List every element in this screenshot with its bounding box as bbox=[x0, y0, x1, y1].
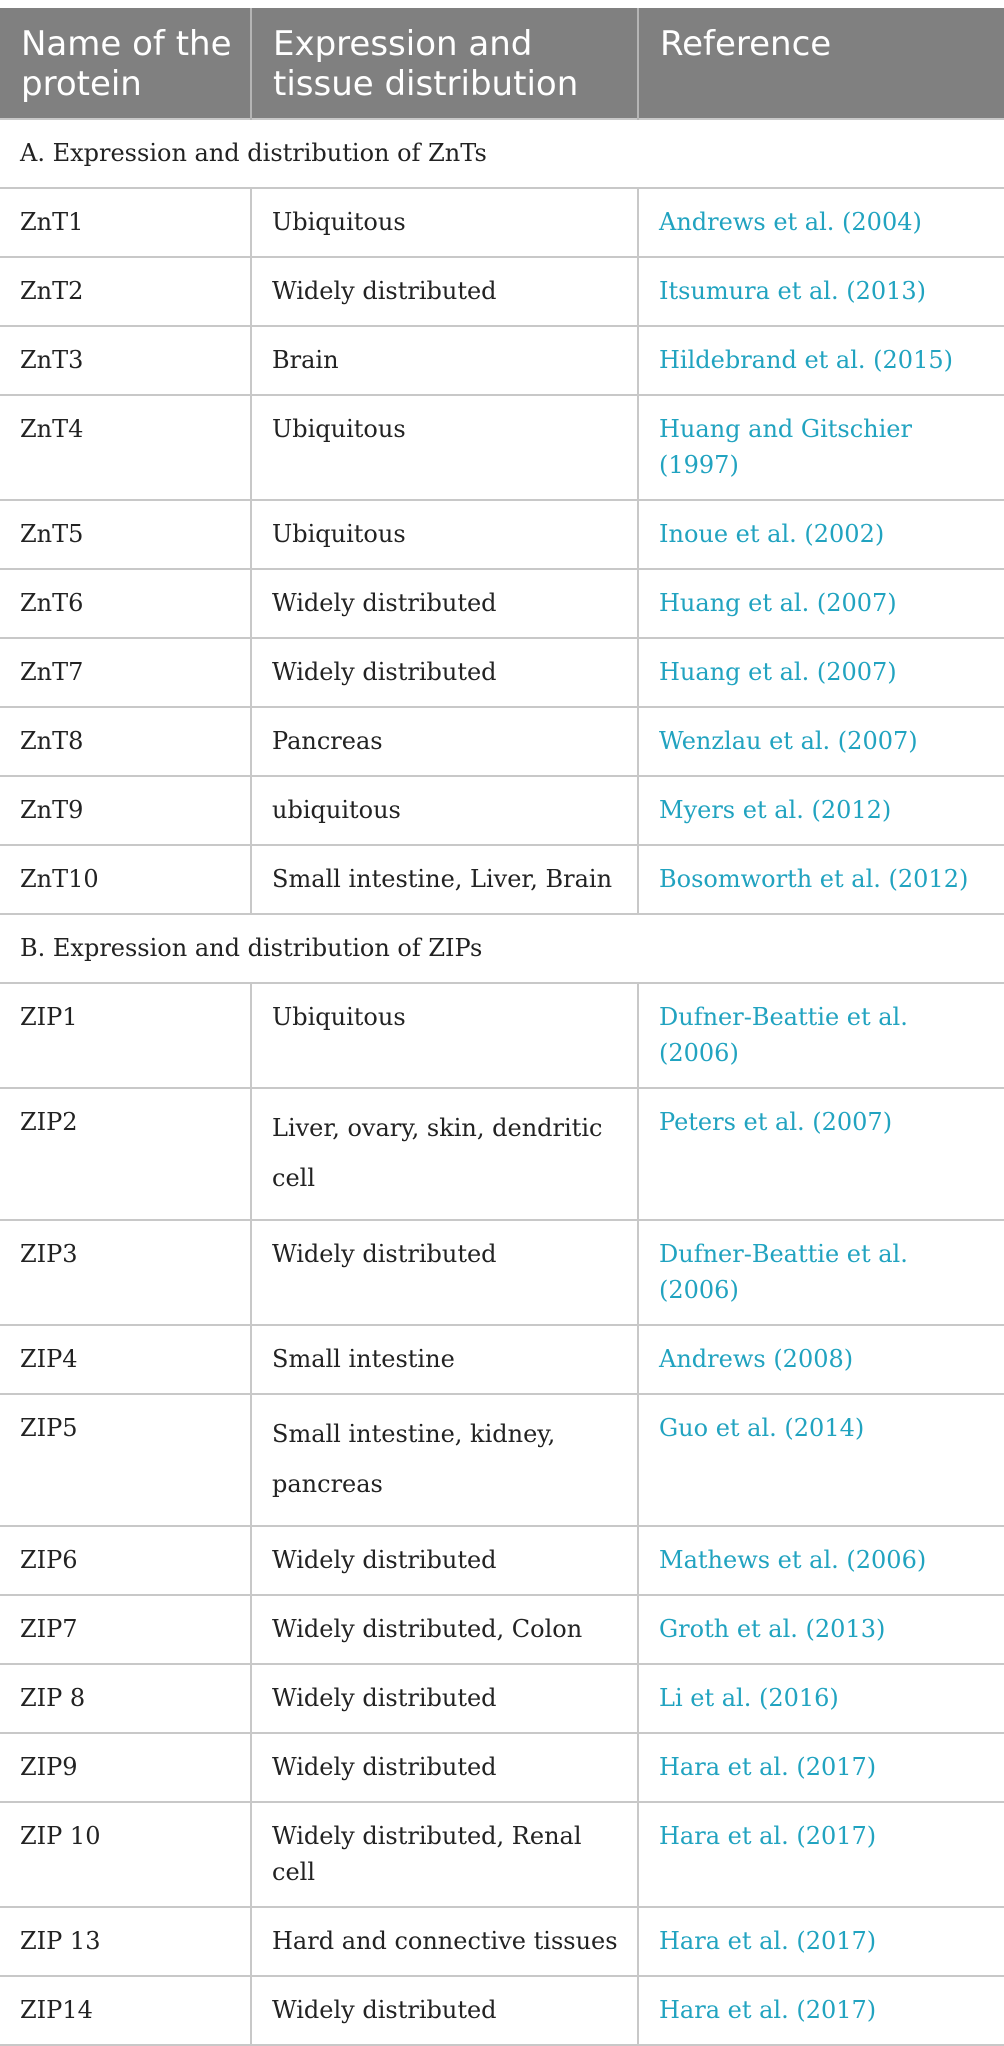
header-expression: Expression and tissue distribution bbox=[251, 8, 638, 119]
reference-link[interactable]: Huang and Gitschier (1997) bbox=[638, 395, 1004, 500]
protein-name: ZIP3 bbox=[0, 1220, 251, 1325]
table-row bbox=[0, 1394, 1004, 1526]
reference-link[interactable]: Itsumura et al. (2013) bbox=[638, 257, 1004, 326]
table-row bbox=[0, 983, 1004, 1088]
reference-link[interactable]: Bosomworth et al. (2012) bbox=[638, 845, 1004, 914]
protein-distribution-table bbox=[0, 8, 1004, 2046]
reference-link[interactable]: Guo et al. (2014) bbox=[638, 1394, 1004, 1526]
table-row bbox=[0, 257, 1004, 326]
expression-cell: Ubiquitous bbox=[251, 395, 638, 500]
protein-name: ZIP5 bbox=[0, 1394, 251, 1526]
reference-link[interactable]: Myers et al. (2012) bbox=[638, 776, 1004, 845]
protein-name: ZIP7 bbox=[0, 1595, 251, 1664]
table-row bbox=[0, 1907, 1004, 1976]
reference-link[interactable]: Hara et al. (2017) bbox=[638, 1802, 1004, 1907]
table-row bbox=[0, 326, 1004, 395]
expression-cell: Pancreas bbox=[251, 707, 638, 776]
protein-name: ZnT7 bbox=[0, 638, 251, 707]
expression-cell: Small intestine, kidney, pancreas bbox=[251, 1394, 638, 1526]
reference-link[interactable]: Hildebrand et al. (2015) bbox=[638, 326, 1004, 395]
expression-cell: Small intestine, Liver, Brain bbox=[251, 845, 638, 914]
protein-name: ZIP2 bbox=[0, 1088, 251, 1220]
expression-cell: Widely distributed bbox=[251, 1220, 638, 1325]
reference-link[interactable]: Huang et al. (2007) bbox=[638, 638, 1004, 707]
protein-name: ZIP1 bbox=[0, 983, 251, 1088]
table-row bbox=[0, 395, 1004, 500]
section-title: B. Expression and distribution of ZIPs bbox=[0, 914, 1004, 983]
expression-cell: Widely distributed, Colon bbox=[251, 1595, 638, 1664]
protein-name: ZIP4 bbox=[0, 1325, 251, 1394]
expression-cell: Widely distributed bbox=[251, 1664, 638, 1733]
expression-cell: Widely distributed bbox=[251, 257, 638, 326]
protein-name: ZnT9 bbox=[0, 776, 251, 845]
expression-cell: Widely distributed bbox=[251, 1733, 638, 1802]
reference-link[interactable]: Hara et al. (2017) bbox=[638, 1907, 1004, 1976]
table-row bbox=[0, 776, 1004, 845]
header-reference: Reference bbox=[638, 8, 1004, 119]
reference-link[interactable]: Wenzlau et al. (2007) bbox=[638, 707, 1004, 776]
expression-cell: Ubiquitous bbox=[251, 500, 638, 569]
reference-link[interactable]: Andrews et al. (2004) bbox=[638, 188, 1004, 257]
expression-cell: ubiquitous bbox=[251, 776, 638, 845]
expression-cell: Widely distributed bbox=[251, 638, 638, 707]
table-row bbox=[0, 1526, 1004, 1595]
table-row bbox=[0, 1325, 1004, 1394]
reference-link[interactable]: Dufner-Beattie et al. (2006) bbox=[638, 1220, 1004, 1325]
table-row bbox=[0, 707, 1004, 776]
table-row bbox=[0, 845, 1004, 914]
protein-name: ZIP6 bbox=[0, 1526, 251, 1595]
section-row-znts bbox=[0, 119, 1004, 188]
expression-cell: Widely distributed bbox=[251, 1526, 638, 1595]
protein-name: ZnT5 bbox=[0, 500, 251, 569]
reference-link[interactable]: Andrews (2008) bbox=[638, 1325, 1004, 1394]
protein-name: ZIP 8 bbox=[0, 1664, 251, 1733]
reference-link[interactable]: Inoue et al. (2002) bbox=[638, 500, 1004, 569]
expression-cell: Widely distributed, Renal cell bbox=[251, 1802, 638, 1907]
reference-link[interactable]: Groth et al. (2013) bbox=[638, 1595, 1004, 1664]
protein-name: ZnT6 bbox=[0, 569, 251, 638]
table-row bbox=[0, 1088, 1004, 1220]
protein-name: ZnT3 bbox=[0, 326, 251, 395]
section-title: A. Expression and distribution of ZnTs bbox=[0, 119, 1004, 188]
expression-cell: Hard and connective tissues bbox=[251, 1907, 638, 1976]
section-row-zips bbox=[0, 914, 1004, 983]
table-row bbox=[0, 1976, 1004, 2045]
reference-link[interactable]: Huang et al. (2007) bbox=[638, 569, 1004, 638]
expression-cell: Small intestine bbox=[251, 1325, 638, 1394]
table-row bbox=[0, 1733, 1004, 1802]
protein-name: ZIP 10 bbox=[0, 1802, 251, 1907]
expression-cell: Liver, ovary, skin, dendritic cell bbox=[251, 1088, 638, 1220]
protein-name: ZIP14 bbox=[0, 1976, 251, 2045]
protein-name: ZnT4 bbox=[0, 395, 251, 500]
table-row bbox=[0, 500, 1004, 569]
expression-cell: Brain bbox=[251, 326, 638, 395]
reference-link[interactable]: Mathews et al. (2006) bbox=[638, 1526, 1004, 1595]
reference-link[interactable]: Peters et al. (2007) bbox=[638, 1088, 1004, 1220]
expression-cell: Ubiquitous bbox=[251, 983, 638, 1088]
header-protein: Name of the protein bbox=[0, 8, 251, 119]
protein-name: ZIP 13 bbox=[0, 1907, 251, 1976]
table-row bbox=[0, 188, 1004, 257]
expression-cell: Widely distributed bbox=[251, 1976, 638, 2045]
table-row bbox=[0, 638, 1004, 707]
table-row bbox=[0, 1664, 1004, 1733]
table-row bbox=[0, 569, 1004, 638]
protein-name: ZnT8 bbox=[0, 707, 251, 776]
reference-link[interactable]: Li et al. (2016) bbox=[638, 1664, 1004, 1733]
protein-name: ZnT10 bbox=[0, 845, 251, 914]
protein-name: ZnT2 bbox=[0, 257, 251, 326]
reference-link[interactable]: Dufner-Beattie et al. (2006) bbox=[638, 983, 1004, 1088]
table-row bbox=[0, 1802, 1004, 1907]
reference-link[interactable]: Hara et al. (2017) bbox=[638, 1733, 1004, 1802]
reference-link[interactable]: Hara et al. (2017) bbox=[638, 1976, 1004, 2045]
table-header-row bbox=[0, 8, 1004, 119]
expression-cell: Ubiquitous bbox=[251, 188, 638, 257]
table-row bbox=[0, 1220, 1004, 1325]
expression-cell: Widely distributed bbox=[251, 569, 638, 638]
protein-name: ZnT1 bbox=[0, 188, 251, 257]
protein-name: ZIP9 bbox=[0, 1733, 251, 1802]
table-row bbox=[0, 1595, 1004, 1664]
